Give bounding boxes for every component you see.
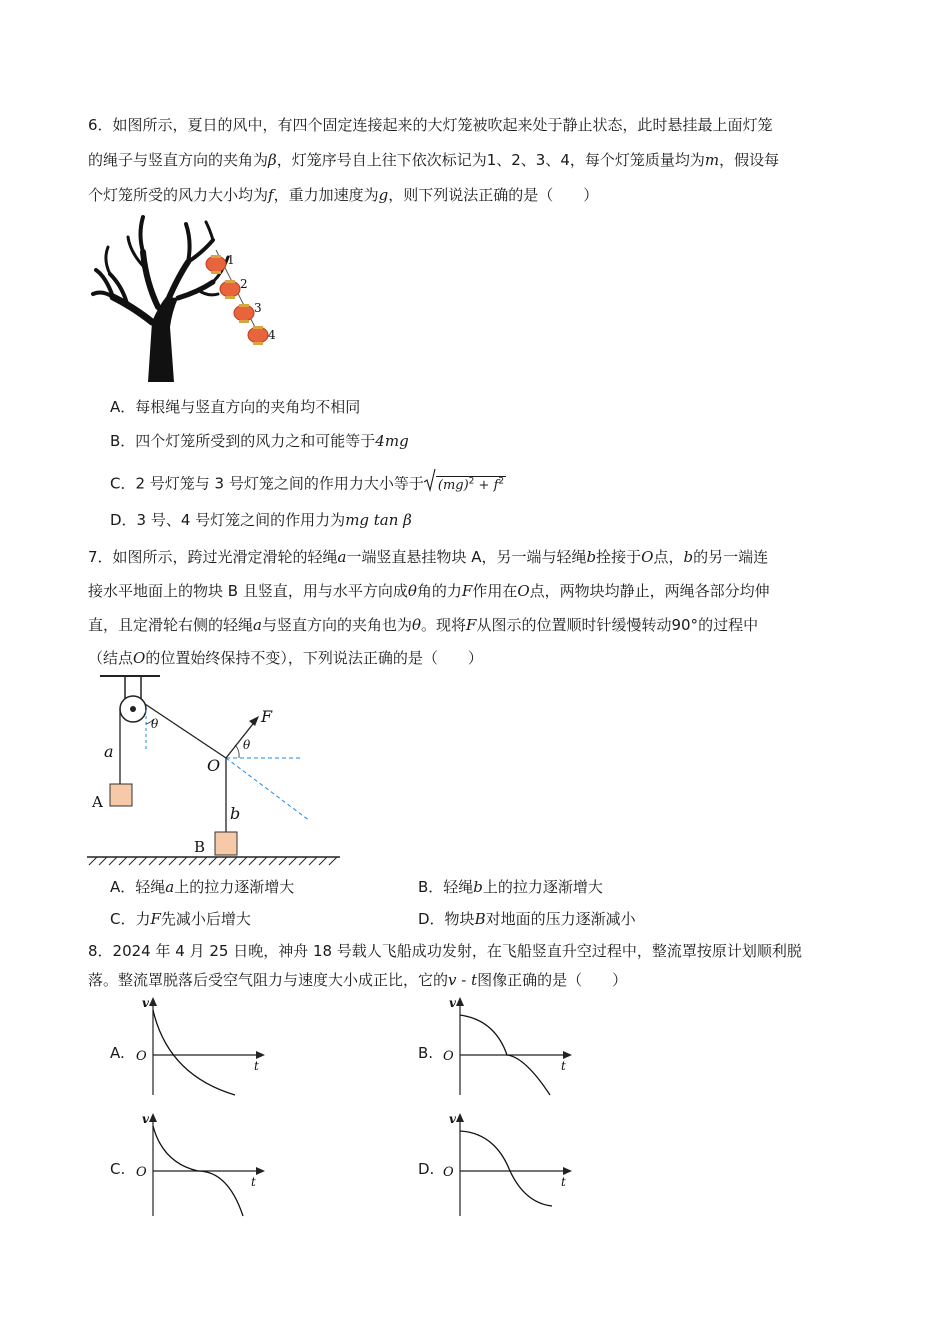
label-a: a — [104, 742, 114, 761]
arrow-head-icon — [256, 1167, 265, 1175]
text: 先减小后增大 — [160, 910, 251, 928]
lantern-label-1: 1 — [227, 253, 235, 267]
label-o: O — [207, 756, 221, 775]
q7-option-c[interactable] — [110, 909, 251, 929]
q6-option-d[interactable] — [110, 510, 412, 530]
var-beta: β — [268, 151, 277, 169]
text: 一端竖直悬挂物块 A，另一端与轻绳 — [346, 548, 587, 566]
q8-graph-a — [133, 995, 268, 1098]
text: 与竖直方向的夹角也为 — [261, 616, 412, 634]
text: 的绳子与竖直方向的夹角为 — [88, 151, 269, 169]
text: （结点 — [88, 649, 134, 667]
arrow-head-icon — [249, 716, 259, 726]
text: 拴接于 — [596, 548, 642, 566]
var: θ — [411, 616, 422, 634]
var-g: g — [378, 186, 389, 204]
var: θ — [407, 582, 417, 600]
text: 7．如图所示，跨过光滑定滑轮的轻绳 — [88, 548, 338, 566]
q6-option-c[interactable] — [110, 472, 506, 496]
var: O — [133, 649, 146, 667]
var: b — [473, 878, 483, 896]
var: F — [461, 582, 473, 600]
text: B．轻绳 — [418, 878, 474, 896]
text: 的位置始终保持不变），下列说法正确的是（ ） — [145, 649, 483, 667]
text: 上的拉力逐渐增大 — [174, 878, 295, 896]
block-b — [215, 832, 237, 855]
text: C．力 — [110, 910, 151, 928]
q7-option-a[interactable] — [110, 877, 294, 897]
var: F — [466, 616, 477, 634]
angle-arc — [235, 745, 239, 758]
text: 角的力 — [416, 582, 462, 600]
ground-hatch — [89, 857, 337, 865]
q7-pulley-figure — [85, 672, 350, 867]
tree-icon — [93, 217, 228, 382]
var-f: f — [268, 186, 274, 204]
axis-label-o: O — [443, 1049, 454, 1064]
q6-option-b[interactable] — [110, 431, 409, 451]
q8-option-a[interactable]: A. — [110, 1044, 125, 1062]
text: 90° — [671, 616, 699, 634]
label-block-a: A — [92, 793, 103, 811]
q7-option-b[interactable] — [418, 877, 603, 897]
axis-label-t: t — [254, 1059, 259, 1073]
var: a — [337, 548, 347, 566]
var: b — [683, 548, 694, 566]
axis-label-t: t — [561, 1175, 566, 1189]
text: 的过程中 — [698, 616, 759, 634]
q6-stem-line1: 6．如图所示，夏日的风中，有四个固定连接起来的大灯笼被吹起来处于静止状态，此时悬挂最上面灯笼 — [88, 116, 773, 134]
text: 的另一端连 — [693, 548, 769, 566]
arrow-head-icon — [563, 1051, 572, 1059]
sqrt-sign-icon — [424, 468, 436, 492]
text: 从图示的位置顺时针缓慢转动 — [476, 616, 672, 634]
axis-label-o: O — [136, 1165, 147, 1180]
arrow-head-icon — [456, 1113, 464, 1122]
label-b: b — [230, 804, 241, 823]
text: D．物块 — [418, 910, 475, 928]
axis-label-v: v — [142, 1112, 149, 1126]
var: O — [517, 582, 530, 600]
lantern-label-3: 3 — [254, 301, 262, 315]
q6-stem-line2 — [88, 150, 779, 170]
axis-label-t: t — [561, 1059, 566, 1073]
q7-option-d[interactable] — [418, 909, 636, 929]
text: 点，两物块均静止，两绳各部分均伸 — [529, 582, 770, 600]
var: a — [253, 616, 262, 634]
q8-stem-line2 — [88, 970, 627, 990]
lantern-icon — [220, 280, 240, 299]
text: 接水平地面上的物块 B 且竖直，用与水平方向成 — [88, 582, 408, 600]
text: C．2 号灯笼与 3 号灯笼之间的作用力大小等于 — [110, 474, 424, 493]
text: 对地面的压力逐渐减小 — [485, 910, 636, 928]
math-sup: 2 — [498, 477, 505, 487]
text: 。现将 — [421, 616, 467, 634]
q6-stem-line3 — [88, 185, 598, 205]
q7-stem-line4 — [88, 648, 483, 668]
text: 落。整流罩脱落后受空气阻力与速度大小成正比，它的 — [88, 971, 449, 989]
axis-label-v: v — [449, 1112, 456, 1126]
q8-graph-d — [440, 1111, 575, 1219]
lantern-icon — [248, 326, 268, 345]
q6-option-a[interactable]: A．每根绳与竖直方向的夹角均不相同 — [110, 398, 361, 416]
axis-label-v: v — [142, 996, 149, 1010]
var: O — [641, 548, 654, 566]
axis-label-o: O — [136, 1049, 147, 1064]
q6-tree-lantern-figure — [88, 212, 288, 387]
q8-stem-line1: 8．2024 年 4 月 25 日晚，神舟 18 号载人飞船成功发射，在飞船竖直升空过程中，整流罩按原计划顺利脱 — [88, 942, 802, 960]
axis-label-o: O — [443, 1165, 454, 1180]
label-theta-force: θ — [243, 738, 251, 752]
axis-label-t: t — [251, 1175, 256, 1189]
var: a — [165, 878, 175, 896]
lantern-label-4: 4 — [268, 328, 276, 342]
text: ，则下列说法正确的是（ ） — [388, 186, 599, 204]
q8-graph-c — [133, 1111, 268, 1219]
block-a — [110, 784, 132, 806]
q8-option-c[interactable]: C. — [110, 1160, 126, 1178]
q7-stem-line3 — [88, 615, 758, 635]
rope-a-right — [145, 704, 226, 758]
text: 上的拉力逐渐增大 — [482, 878, 603, 896]
q8-graph-b — [440, 995, 575, 1098]
vt-curve — [460, 1131, 552, 1206]
q8-option-d[interactable]: D. — [418, 1160, 435, 1178]
label-f: F — [261, 707, 273, 726]
math-expr: + f — [474, 478, 499, 494]
text: ，重力加速度为 — [273, 186, 379, 204]
label-block-b: B — [194, 838, 206, 856]
math-expr: mg tan β — [345, 511, 412, 529]
arrow-head-icon — [563, 1167, 572, 1175]
q8-option-b[interactable]: B. — [418, 1044, 434, 1062]
text: 直，且定滑轮右侧的轻绳 — [88, 616, 254, 634]
arrow-head-icon — [149, 997, 157, 1006]
text: A．轻绳 — [110, 878, 166, 896]
var: B — [474, 910, 486, 928]
arrow-head-icon — [456, 997, 464, 1006]
text: 作用在 — [472, 582, 518, 600]
arrow-head-icon — [256, 1051, 265, 1059]
q7-stem-line2 — [88, 581, 770, 601]
text: 图像正确的是（ ） — [477, 971, 628, 989]
text: ，假设每 — [719, 151, 780, 169]
text: 个灯笼所受的风力大小均为 — [88, 186, 269, 204]
vt-curve — [153, 1010, 235, 1095]
math-expr: 4mg — [375, 432, 409, 450]
sqrt-expr — [424, 472, 506, 496]
lantern-label-2: 2 — [240, 277, 248, 291]
math-sup: 2 — [468, 477, 475, 487]
text: ，灯笼序号自上往下依次标记为1、2、3、4，每个灯笼质量均为 — [276, 151, 705, 169]
math-expr: v - t — [448, 971, 478, 989]
arrow-head-icon — [149, 1113, 157, 1122]
var: F — [150, 910, 161, 928]
var: b — [586, 548, 597, 566]
force-f-arrow — [226, 720, 256, 758]
text: 点， — [653, 548, 684, 566]
math-expr: (mg) — [437, 478, 469, 494]
text: D．3 号、4 号灯笼之间的作用力为 — [110, 511, 346, 529]
text: B．四个灯笼所受到的风力之和可能等于 — [110, 432, 376, 450]
var-m: m — [704, 151, 720, 169]
label-theta-rope: θ — [151, 717, 159, 731]
q7-stem-line1 — [88, 547, 768, 567]
pulley-axle — [130, 706, 136, 712]
axis-label-v: v — [449, 996, 456, 1010]
